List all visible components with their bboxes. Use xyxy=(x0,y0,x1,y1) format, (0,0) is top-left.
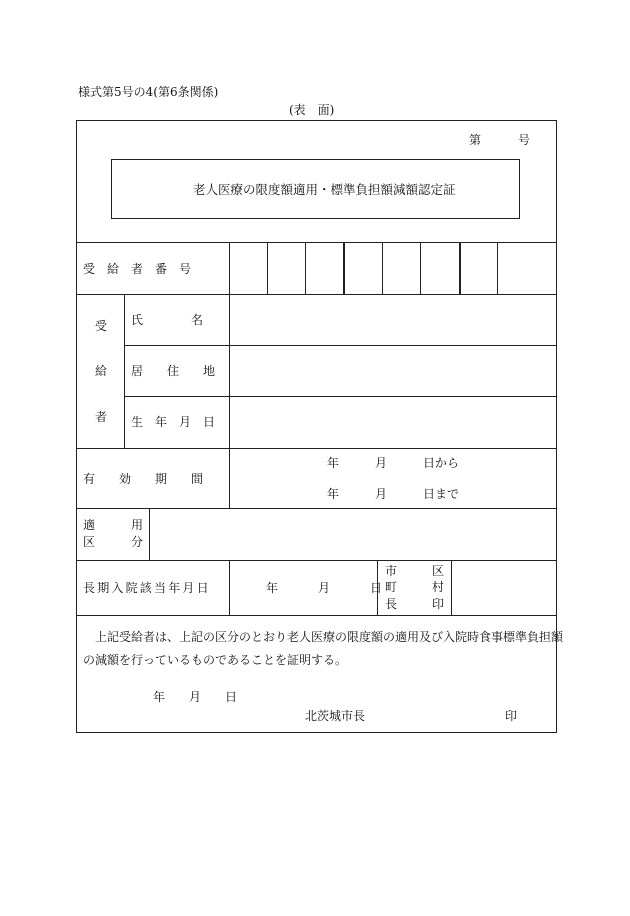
certification-date: 年 月 日 xyxy=(153,690,238,704)
certificate-number-go: 号 xyxy=(518,133,531,147)
form-number: 様式第5号の4(第6条関係) xyxy=(78,85,219,99)
mayor-label-right-2: 村 xyxy=(432,580,445,594)
cell-divider xyxy=(149,508,150,560)
issuer-name: 北茨城市長 xyxy=(305,709,366,723)
validity-to: 年 月 日まで xyxy=(327,487,460,501)
row-divider xyxy=(76,242,557,243)
validity-label: 有 効 期 間 xyxy=(83,472,204,486)
long-stay-label: 長期入院該当年月日 xyxy=(83,581,211,595)
mayor-label-right-3: 印 xyxy=(432,597,445,611)
mayor-label-right-1: 区 xyxy=(432,564,445,578)
cell-divider xyxy=(229,294,230,448)
cell-divider xyxy=(305,242,306,294)
mayor-label-left-3: 長 xyxy=(385,597,398,611)
form-title: 老人医療の限度額適用・標準負担額減額認定証 xyxy=(193,182,456,197)
row-divider xyxy=(124,345,557,346)
recipient-vertical-3: 者 xyxy=(95,410,108,424)
cell-divider xyxy=(124,294,125,448)
cell-divider xyxy=(229,448,230,508)
cell-divider xyxy=(382,242,383,294)
cell-divider xyxy=(497,242,498,294)
recipient-number-label: 受 給 者 番 号 xyxy=(83,262,192,276)
name-label: 氏 名 xyxy=(131,313,204,327)
cell-divider xyxy=(420,242,421,294)
category-label-2: 区 分 xyxy=(83,535,144,549)
seal-mark: 印 xyxy=(505,709,518,723)
cell-divider xyxy=(451,560,452,615)
address-label: 居 住 地 xyxy=(131,364,222,378)
cell-divider-bold xyxy=(343,242,345,294)
cell-divider-bold xyxy=(459,242,461,294)
validity-from: 年 月 日から xyxy=(327,456,460,470)
mayor-label-left-2: 町 xyxy=(385,580,398,594)
category-label-1: 適 用 xyxy=(83,518,144,532)
cell-divider xyxy=(267,242,268,294)
birthdate-label: 生 年 月 日 xyxy=(131,415,216,429)
row-divider xyxy=(76,615,557,616)
row-divider xyxy=(124,396,557,397)
cell-divider xyxy=(229,560,230,615)
cell-divider xyxy=(229,242,230,294)
recipient-vertical-1: 受 xyxy=(95,319,108,333)
mayor-label-left-1: 市 xyxy=(385,564,398,578)
long-stay-date: 年 月 日 xyxy=(266,581,384,595)
row-divider xyxy=(76,448,557,449)
row-divider xyxy=(76,294,557,295)
form-side-label: (表 面) xyxy=(289,103,335,117)
recipient-vertical-2: 給 xyxy=(95,364,108,378)
row-divider xyxy=(76,560,557,561)
certificate-number-dai: 第 xyxy=(469,133,482,147)
certification-text-1: 上記受給者は、上記の区分のとおり老人医療の限度額の適用及び入院時食事標準負担額 xyxy=(95,630,564,644)
certification-text-2: の減額を行っているものであることを証明する。 xyxy=(83,653,348,667)
